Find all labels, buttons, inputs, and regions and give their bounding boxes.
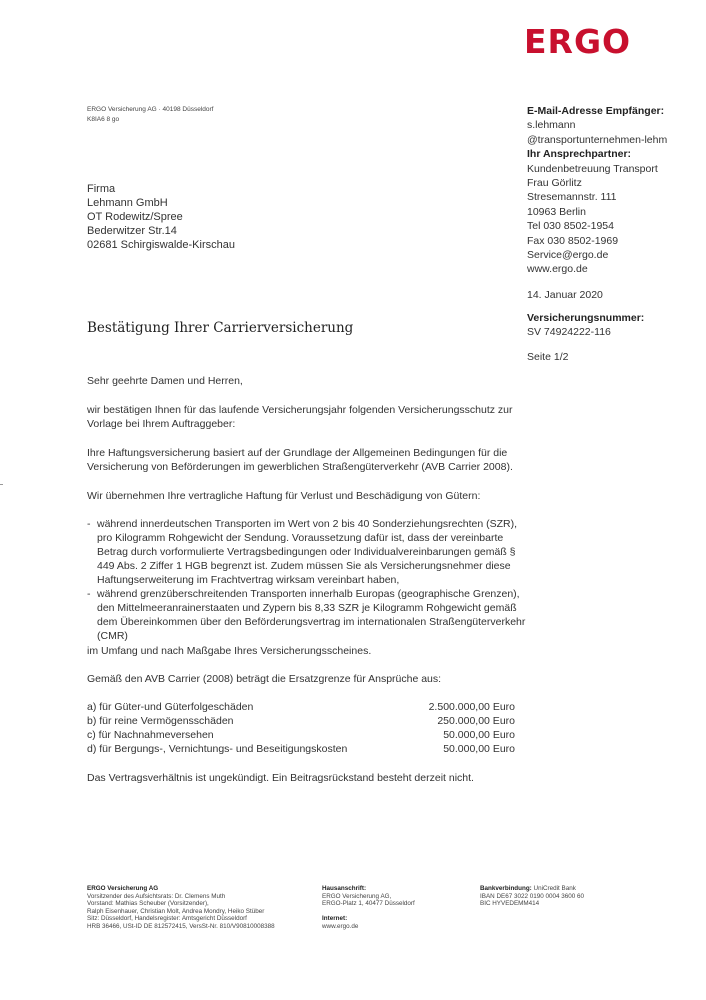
partner-line: Kundenbetreuung Transport bbox=[527, 162, 658, 175]
footer-address-title: Hausanschrift: bbox=[322, 885, 367, 892]
bullet-dash: - bbox=[87, 588, 91, 600]
footer-line: Vorsitzender des Aufsichtsrats: Dr. Clemens Muth bbox=[87, 892, 226, 900]
sender-reference: K8IA6 8 go bbox=[87, 116, 120, 123]
recipient-line: 02681 Schirgiswalde-Kirschau bbox=[87, 239, 235, 251]
recipient-line: Firma bbox=[87, 183, 116, 195]
partner-label: Ihr Ansprechpartner: bbox=[527, 148, 632, 161]
recipient-line: Lehmann GmbH bbox=[87, 197, 168, 209]
paragraph-basis: Ihre Haftungsversicherung basiert auf der Grundlage der Allgemeinen Bedingungen für die Versicherung von Beförderungen im gewerblichen Straßengüterverkehr (AVB Carrier 2008). bbox=[87, 447, 513, 473]
letter-subject: Bestätigung Ihrer Carrierversicherung bbox=[87, 320, 354, 336]
page-number: Seite 1/2 bbox=[527, 351, 569, 363]
footer-line: ERGO-Platz 1, 40477 Düsseldorf bbox=[322, 900, 415, 908]
sender-line bbox=[87, 105, 213, 125]
partner-web-link[interactable]: www.ergo.de bbox=[527, 263, 588, 276]
footer-internet-title: Internet: bbox=[322, 915, 348, 923]
email-value: s.lehmann bbox=[527, 119, 576, 132]
footer-company bbox=[87, 885, 317, 931]
footer-line: BIC HYVEDEMM414 bbox=[480, 900, 540, 908]
sender-address: ERGO Versicherung AG · 40198 Düsseldorf bbox=[87, 106, 214, 113]
limit-label: d) für Bergungs-, Vernichtungs- und Beseitigungskosten bbox=[87, 743, 348, 755]
footer-bank bbox=[480, 885, 630, 908]
bullet-text: während innerdeutschen Transporten im Wert von 2 bis 40 Sonderziehungsrechten (SZR), pro Kilogramm Rohgewicht der Sendung. Voraussetzung dafür ist, dass der vereinbarte Betrag durch vorformulierte Vertragsbedingungen oder Individualvereinbarungen gemäß § 449 Abs. 2 Ziffer 1 HGB begrenzt ist. Zudem müssen Sie als Versicherungsnehmer diese Haftungserweiterung im Frachtvertrag wirksam vereinbart haben, bbox=[97, 518, 518, 586]
footer-line: ERGO Versicherung AG, bbox=[322, 892, 392, 900]
email-label: E-Mail-Adresse Empfänger: bbox=[527, 105, 665, 117]
partner-line: Tel 030 8502-1954 bbox=[527, 220, 614, 233]
footer-line: HRB 36466, USt-ID DE 812572415, VersSt-Nr. 810/V90810008388 bbox=[87, 922, 275, 930]
limit-label: a) für Güter-und Güterfolgeschäden bbox=[87, 701, 254, 713]
salutation: Sehr geehrte Damen und Herren, bbox=[87, 375, 243, 387]
partner-email-link[interactable]: Service@ergo.de bbox=[527, 249, 609, 262]
policy-number-block bbox=[527, 311, 644, 340]
limit-label: c) für Nachnahmeversehen bbox=[87, 729, 214, 741]
footer-bank-name: UniCredit Bank bbox=[533, 885, 576, 892]
recipient-line: Bederwitzer Str.14 bbox=[87, 225, 177, 237]
contact-block bbox=[527, 104, 702, 277]
bullet-dash: - bbox=[87, 518, 91, 530]
limit-label: b) für reine Vermögensschäden bbox=[87, 715, 234, 727]
bullet-item bbox=[87, 517, 527, 587]
footer-line: Sitz: Düsseldorf, Handelsregister: Amtsgericht Düsseldorf bbox=[87, 915, 247, 923]
paragraph-status: Das Vertragsverhältnis ist ungekündigt. Ein Beitragsrückstand besteht derzeit nicht. bbox=[87, 772, 474, 784]
bullet-text: während grenzüberschreitenden Transporten innerhalb Europas (geographische Grenzen), den Mittelmeeranrainerstaaten und Zypern bis 8,33 SZR je Kilogramm Rohgewicht gemäß dem Übereinkommen über den Beförderungsvertrag im internationalen Straßengüterverkehr (CMR) bbox=[97, 588, 526, 642]
recipient-line: OT Rodewitz/Spree bbox=[87, 211, 183, 223]
ergo-logo: ERGO bbox=[524, 22, 632, 61]
footer-line: Vorstand: Mathias Scheuber (Vorsitzender), bbox=[87, 900, 209, 908]
letter-date: 14. Januar 2020 bbox=[527, 289, 603, 301]
policy-number-value: SV 74924222-116 bbox=[527, 326, 611, 339]
partner-line: Fax 030 8502-1969 bbox=[527, 234, 619, 247]
footer-line: Ralph Eisenhauer, Christian Molt, Andrea Mondry, Heiko Stüber bbox=[87, 907, 265, 915]
paragraph-intro: wir bestätigen Ihnen für das laufende Versicherungsjahr folgenden Versicherungsschutz zur Vorlage bei Ihrem Auftraggeber: bbox=[87, 404, 513, 430]
bullet-item bbox=[87, 587, 527, 643]
email-value: @transportunternehmen-lehm bbox=[527, 133, 668, 146]
limit-amount: 50.000,00 Euro bbox=[443, 743, 515, 755]
footer-web-link[interactable]: www.ergo.de bbox=[322, 922, 359, 930]
footer-company-title: ERGO Versicherung AG bbox=[87, 885, 159, 892]
recipient-address bbox=[87, 182, 235, 252]
paragraph-liability: Wir übernehmen Ihre vertragliche Haftung für Verlust und Beschädigung von Gütern: bbox=[87, 490, 481, 502]
limit-amount: 50.000,00 Euro bbox=[443, 729, 515, 741]
limit-amount: 250.000,00 Euro bbox=[437, 715, 515, 727]
policy-number-label: Versicherungsnummer: bbox=[527, 312, 645, 324]
footer-bank-title: Bankverbindung: bbox=[480, 885, 532, 892]
footer-line: IBAN DE67 3022 0190 0004 3600 60 bbox=[480, 892, 584, 900]
partner-line: 10963 Berlin bbox=[527, 205, 586, 218]
limit-amount: 2.500.000,00 Euro bbox=[428, 701, 515, 713]
paragraph-limits-intro: Gemäß den AVB Carrier (2008) beträgt die Ersatzgrenze für Ansprüche aus: bbox=[87, 673, 442, 685]
paragraph-scope: im Umfang und nach Maßgabe Ihres Versicherungsscheines. bbox=[87, 645, 372, 657]
fold-mark bbox=[0, 484, 3, 485]
partner-line: Stresemannstr. 111 bbox=[527, 191, 617, 204]
partner-line: Frau Görlitz bbox=[527, 177, 582, 190]
footer-address bbox=[322, 885, 472, 931]
